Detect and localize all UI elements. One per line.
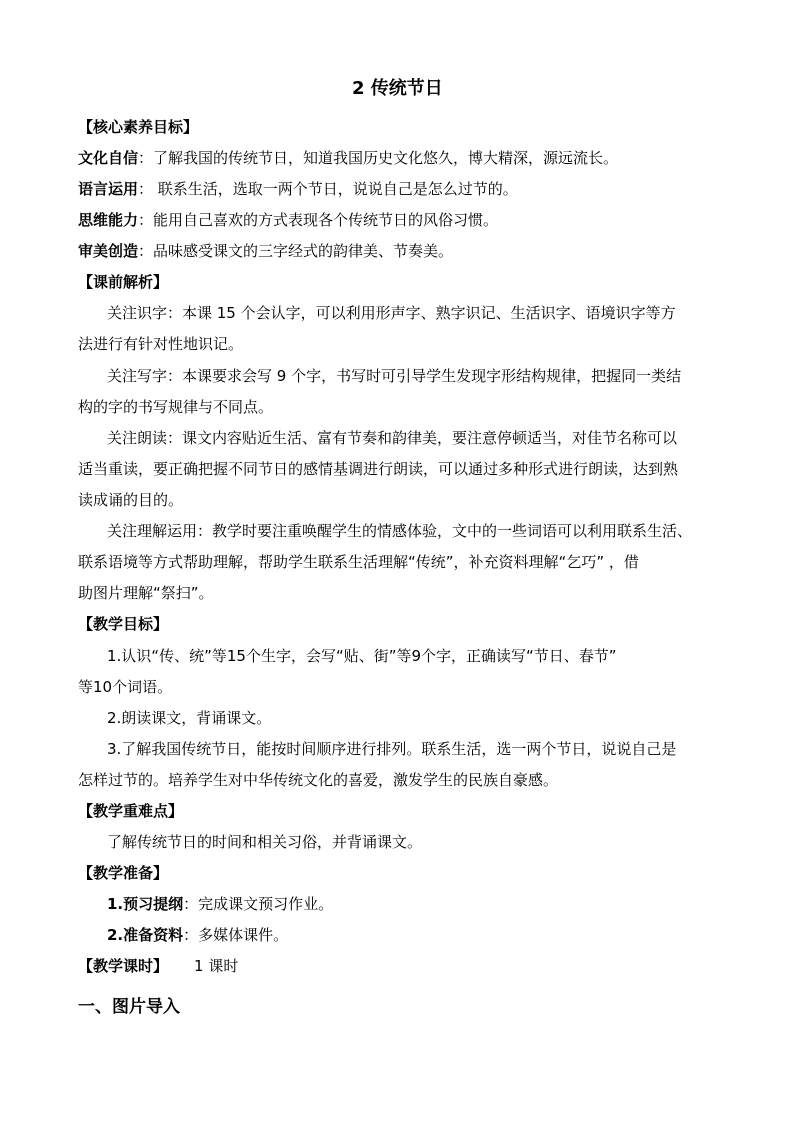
teaching-goal-line: 等10个词语。 bbox=[78, 678, 173, 696]
core-goal-text: ：品味感受课文的三字经式的韵律美、节奏美。 bbox=[138, 242, 454, 260]
core-goal-label: 语言运用 bbox=[78, 180, 139, 198]
core-goal-text: ：能用自己喜欢的方式表现各个传统节日的风俗习惯。 bbox=[138, 211, 499, 229]
preparation-label: 1.预习提纲 bbox=[107, 895, 184, 913]
preparation-text: ：多媒体课件。 bbox=[183, 926, 289, 944]
preparation-heading: 【教学准备】 bbox=[78, 864, 169, 882]
class-hours-text: 1 课时 bbox=[194, 957, 239, 975]
pre-analysis-line: 读成诵的目的。 bbox=[78, 491, 184, 509]
pre-analysis-line: 法进行有针对性地识记。 bbox=[78, 335, 244, 353]
teaching-goal-line: 3.了解我国传统节日，能按时间顺序进行排列。联系生活，选一两个节日，说说自己是 bbox=[107, 740, 677, 758]
core-goal-label: 文化自信 bbox=[78, 149, 139, 167]
core-goal-label: 思维能力 bbox=[78, 211, 139, 229]
core-goal-label: 审美创造 bbox=[78, 242, 139, 260]
pre-analysis-line: 关注写字：本课要求会写 9 个字，书写时可引导学生发现字形结构规律，把握同一类结 bbox=[107, 367, 682, 385]
teaching-goals-heading: 【教学目标】 bbox=[78, 615, 169, 633]
class-hours-row bbox=[78, 956, 238, 976]
core-goals-heading: 【核心素养目标】 bbox=[78, 118, 199, 136]
key-points-text: 了解传统节日的时间和相关习俗，并背诵课文。 bbox=[107, 833, 423, 851]
preparation-item bbox=[107, 894, 333, 914]
teaching-goal-line: 2.朗读课文，背诵课文。 bbox=[107, 709, 272, 727]
core-goal-text: ：了解我国的传统节日，知道我国历史文化悠久，博大精深，源远流长。 bbox=[138, 149, 619, 167]
preparation-item bbox=[107, 925, 288, 945]
pre-analysis-line: 联系语境等方式帮助理解，帮助学生联系生活理解“传统”，补充资料理解“乞巧” ，借 bbox=[78, 553, 639, 571]
preparation-label: 2.准备资料 bbox=[107, 926, 184, 944]
pre-analysis-line: 关注识字：本课 15 个会认字，可以利用形声字、熟字识记、生活识字、语境识字等方 bbox=[107, 304, 676, 322]
teaching-goal-line: 怎样过节的。培养学生对中华传统文化的喜爱，激发学生的民族自豪感。 bbox=[78, 771, 559, 789]
pre-analysis-line: 构的字的书写规律与不同点。 bbox=[78, 398, 274, 416]
core-goal-item bbox=[78, 241, 453, 261]
key-points-heading: 【教学重难点】 bbox=[78, 802, 184, 820]
core-goal-item bbox=[78, 148, 618, 168]
core-goal-item bbox=[78, 210, 498, 230]
pre-analysis-line: 关注朗读：课文内容贴近生活、富有节奏和韵律美，要注意停顿适当，对佳节名称可以 bbox=[107, 429, 678, 447]
pre-analysis-heading: 【课前解析】 bbox=[78, 273, 169, 291]
class-hours-heading: 【教学课时】 bbox=[78, 957, 169, 975]
core-goal-item bbox=[78, 179, 518, 199]
teaching-goal-line: 1.认识“传、统”等15个生字，会写“贴、街”等9个字，正确读写“节日、春节” bbox=[107, 647, 617, 665]
core-goal-text: ： 联系生活，选取一两个节日，说说自己是怎么过节的。 bbox=[138, 180, 518, 198]
pre-analysis-line: 助图片理解“祭扫”。 bbox=[78, 584, 214, 602]
pre-analysis-line: 适当重读，要正确把握不同节日的感情基调进行朗读，可以通过多种形式进行朗读，达到熟 bbox=[78, 460, 679, 478]
preparation-text: ：完成课文预习作业。 bbox=[183, 895, 334, 913]
page-title: 2 传统节日 bbox=[352, 78, 443, 99]
section-one-heading: 一、图片导入 bbox=[78, 997, 180, 1017]
pre-analysis-line: 关注理解运用：教学时要注重唤醒学生的情感体验，文中的一些词语可以利用联系生活、 bbox=[107, 522, 693, 540]
